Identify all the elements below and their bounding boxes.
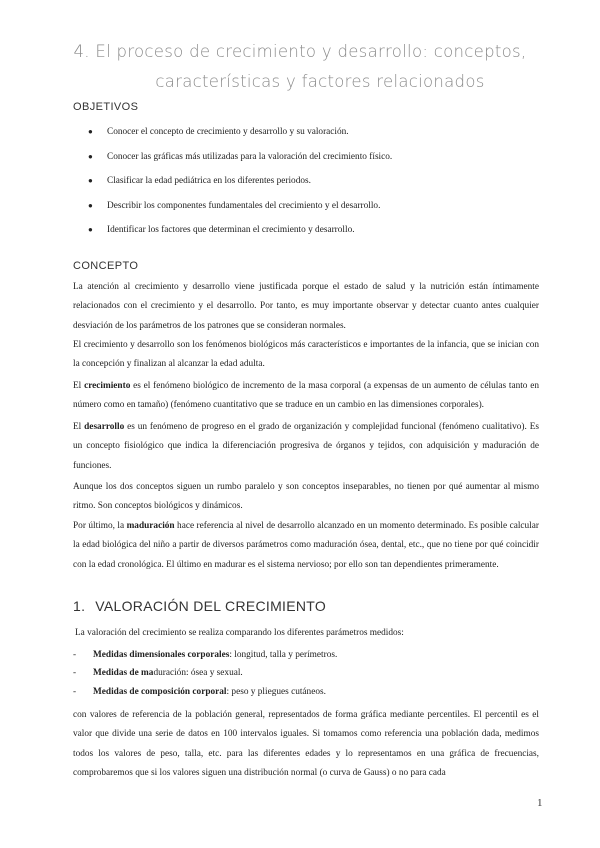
- list-item: - Medidas dimensionales corporales: longitud, talla y perímetros.: [73, 650, 338, 660]
- concepto-paragraph-5: Aunque los dos conceptos siguen un rumbo paralelo y son conceptos inseparables, no tienen por qué aumentar al mismo ritmo. Son conceptos biológicos y dinámicos.: [73, 482, 539, 512]
- concepto-paragraph-1: La atención al crecimiento y desarrollo viene justificada porque el estado de salud y la nutrición están íntimamente relacionados con el crecimiento y el desarrollo. Por tanto, es muy importante observar y detectar cuanto antes cualquier desviación de los parámetros de los patrones que se consideran normales.: [73, 282, 539, 331]
- bullet-icon: ●: [88, 127, 93, 136]
- medidas-list: [73, 649, 337, 704]
- bullet-icon: ●: [88, 151, 93, 161]
- concepto-paragraph-2: El crecimiento y desarrollo son los fenómenos biológicos más característicos e importantes de la infancia, que se inician con la concepción y finalizan al alcanzar la edad adulta.: [73, 340, 539, 370]
- section-heading-valoracion: 1. VALORACIÓN DEL CRECIMIENTO: [73, 598, 327, 614]
- valoracion-body: con valores de referencia de la población general, representados de forma gráfica mediante percentiles. El percentil es el valor que divide una serie de datos en 100 intervalos iguales. Si tomamos como referencia una población dada, medimos todos los valores de peso, talla, etc. para las diferentes edades y lo representamos en una gráfica de frecuencias, comprobaremos que si los valores siguen una distribución normal (o curva de Gauss) o no para cada: [73, 710, 539, 778]
- list-item: - Medidas de maduración: ósea y sexual.: [73, 668, 243, 679]
- concepto-paragraph-3: El crecimiento es el fenómeno biológico de incremento de la masa corporal (a expensas de un aumento de células tanto en número como en tamaño) (fenómeno cuantitativo que se traduce en un cambio en las dimensiones corporales).: [73, 381, 540, 411]
- concepto-paragraph-6: Por último, la maduración hace referencia al nivel de desarrollo alcanzado en un momento determinado. Es posible calcular la edad biológica del niño a partir de diversos parámetros como maduración ósea, dental, etc., que no tiene por qué coincidir con la edad cronológica. El último en madurar es el sistema nervioso; por ello son tan dependientes primeramente.: [73, 521, 539, 570]
- bullet-icon: ●: [88, 200, 93, 210]
- concepto-paragraph-4: El desarrollo es un fenómeno de progreso en el grado de organización y complejidad funcional (fenómeno cualitativo). Es un concepto fisiológico que indica la diferenciación progresiva de órganos y tejidos, con adquisición y maduración de funciones.: [73, 422, 539, 471]
- page-title-line-1: 4. El proceso de crecimiento y desarrollo: conceptos,: [73, 42, 527, 61]
- objetivos-list: [88, 126, 392, 249]
- objetivos-heading: OBJETIVOS: [73, 101, 139, 113]
- valoracion-intro: La valoración del crecimiento se realiza comparando los diferentes parámetros medidos:: [75, 628, 404, 638]
- list-item: ● Describir los componentes fundamentales del crecimiento y el desarrollo.: [88, 200, 381, 211]
- bullet-icon: ●: [88, 225, 93, 234]
- list-item: ● Conocer las gráficas más utilizadas para la valoración del crecimiento físico.: [88, 151, 393, 162]
- list-item: ● Conocer el concepto de crecimiento y desarrollo y su valoración.: [88, 127, 349, 137]
- page-title-line-2: características y factores relacionados: [155, 72, 485, 91]
- concepto-heading: CONCEPTO: [73, 260, 139, 272]
- bullet-icon: ●: [88, 176, 93, 185]
- list-item: ● Identificar los factores que determinan el crecimiento y desarrollo.: [88, 225, 355, 235]
- list-item: ● Clasificar la edad pediátrica en los diferentes periodos.: [88, 176, 311, 186]
- list-item: - Medidas de composición corporal: peso y pliegues cutáneos.: [73, 686, 326, 697]
- page-number: 1: [537, 797, 543, 809]
